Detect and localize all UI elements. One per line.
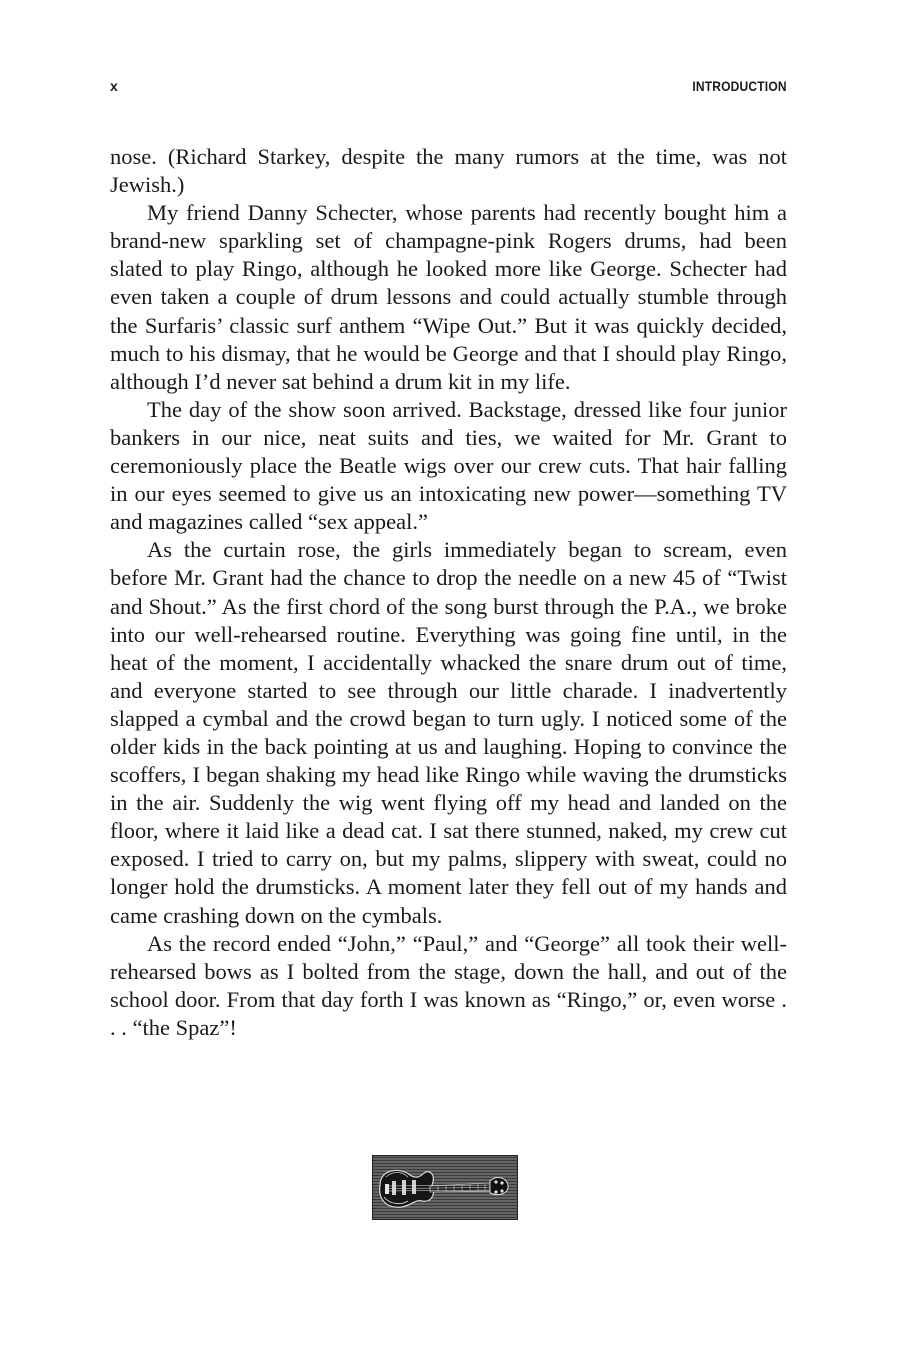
paragraph: As the curtain rose, the girls immediately began to scream, even before Mr. Grant had the chance to drop the needle on a new 45 of “Twist and Shout.” As the first chord of the song burst through the P.A., we broke into our well-rehearsed routine. Everything was going fine until, in the heat of the moment, I accidentally whacked the snare drum out of time, and everyone started to see through our little charade. I inadvertently slapped a cymbal and the crowd began to turn ugly. I noticed some of the older kids in the back pointing at us and laughing. Hoping to convince the scoffers, I began shaking my head like Ringo while waving the drumsticks in the air. Suddenly the wig went flying off my head and landed on the floor, where it laid like a dead cat. I sat there stunned, naked, my crew cut exposed. I tried to carry on, but my palms, slippery with sweat, could no longer hold the drumsticks. A moment later they fell out of my hands and came crashing down on the cymbals. bbox=[110, 537, 787, 928]
paragraph: nose. (Richard Starkey, despite the many rumors at the time, was not Jewish.) bbox=[110, 144, 787, 198]
paragraph: The day of the show soon arrived. Backstage, dressed like four junior bankers in our nice, neat suits and ties, we waited for Mr. Grant to ceremoniously place the Beatle wigs over our crew cuts. That hair falling in our eyes seemed to give us an intoxicating new power—something TV and magazines called “sex appeal.” bbox=[110, 396, 787, 535]
section-title: INTRODUCTION bbox=[692, 78, 787, 94]
paragraph: As the record ended “John,” “Paul,” and “George” all took their well-rehearsed bows as I bolted from the stage, down the hall, and out of the school door. From that day forth I was known as “Ringo,” or, even worse . . . “the Spaz”! bbox=[110, 930, 787, 1040]
paragraph: My friend Danny Schecter, whose parents had recently bought him a brand-new sparkling set of champagne-pink Rogers drums, had been slated to play Ringo, although he looked more like George. Schecter had even taken a couple of drum lessons and could actually stumble through the Surfaris’ classic surf anthem “Wipe Out.” But it was quickly decided, much to his dismay, that he would be George and that I should play Ringo, although I’d never sat behind a drum kit in my life. bbox=[110, 200, 787, 394]
page-number: x bbox=[110, 78, 118, 94]
body-text bbox=[110, 143, 787, 1042]
electric-guitar-woodcut-icon bbox=[372, 1155, 518, 1220]
running-head bbox=[110, 78, 787, 98]
